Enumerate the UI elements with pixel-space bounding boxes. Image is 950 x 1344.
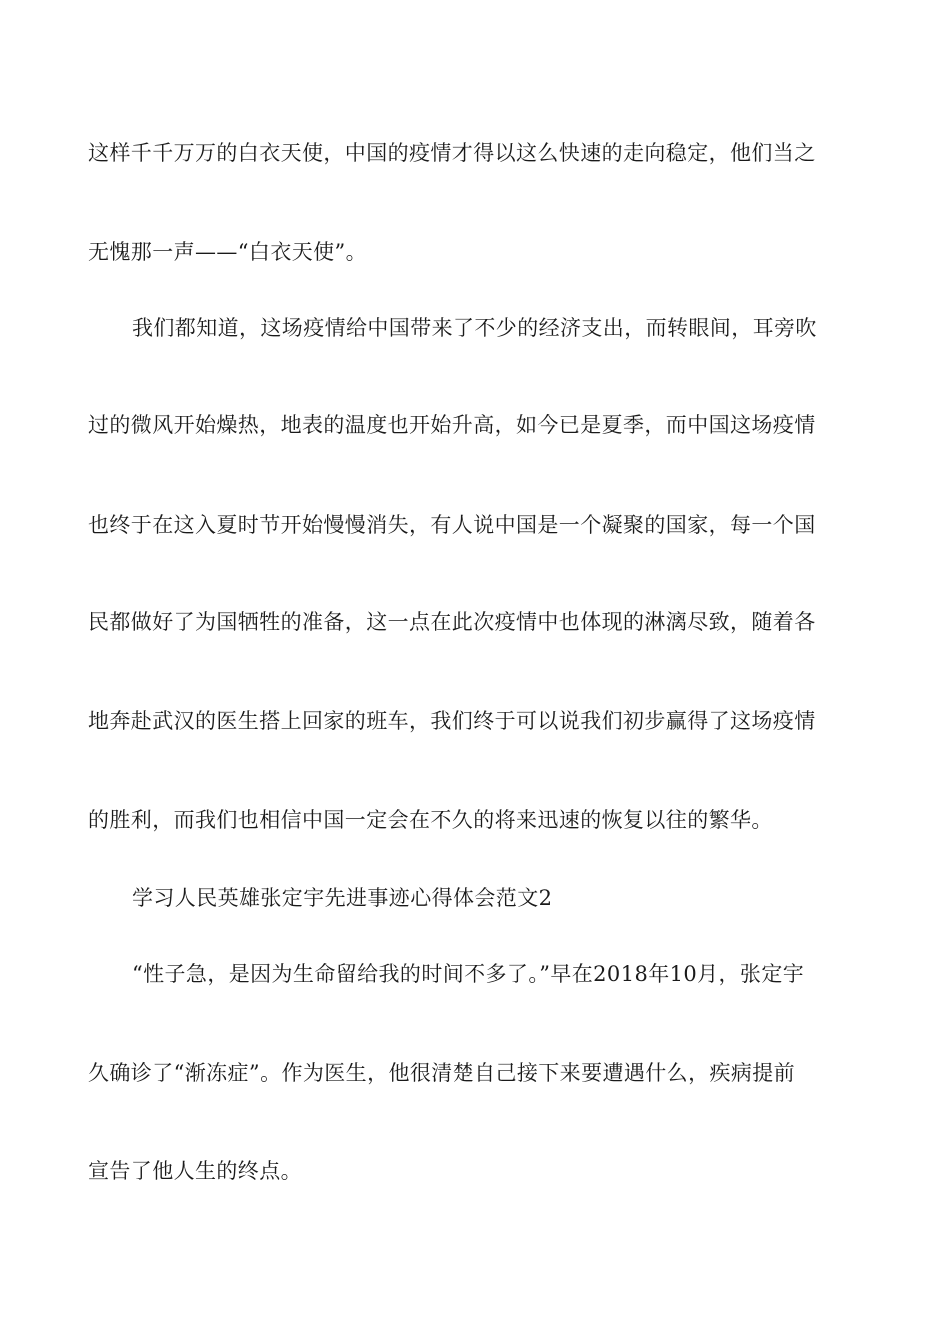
paragraph-line: 我们都知道，这场疫情给中国带来了不少的经济支出，而转眼间，耳旁吹 (132, 316, 817, 340)
paragraph-line: “性子急，是因为生命留给我的时间不多了。”早在2018年10月，张定宇 (132, 962, 805, 986)
paragraph-line: 的胜利，而我们也相信中国一定会在不久的将来迅速的恢复以往的繁华。 (88, 808, 773, 832)
paragraph-line: 也终于在这入夏时节开始慢慢消失，有人说中国是一个凝聚的国家，每一个国 (88, 513, 816, 537)
paragraph-line: 过的微风开始燥热，地表的温度也开始升高，如今已是夏季，而中国这场疫情 (88, 413, 816, 437)
paragraph-line: 宣告了他人生的终点。 (88, 1159, 302, 1183)
paragraph-line: 久确诊了“渐冻症”。作为医生，他很清楚自己接下来要遭遇什么，疾病提前 (88, 1061, 796, 1085)
section-heading: 学习人民英雄张定宇先进事迹心得体会范文2 (132, 886, 553, 910)
paragraph-line: 无愧那一声——“白衣天使”。 (88, 240, 368, 264)
paragraph-line: 地奔赴武汉的医生搭上回家的班车，我们终于可以说我们初步赢得了这场疫情 (88, 709, 816, 733)
paragraph-line: 这样千千万万的白衣天使，中国的疫情才得以这么快速的走向稳定，他们当之 (88, 141, 816, 165)
paragraph-line: 民都做好了为国牺牲的准备，这一点在此次疫情中也体现的淋漓尽致，随着各 (88, 610, 816, 634)
